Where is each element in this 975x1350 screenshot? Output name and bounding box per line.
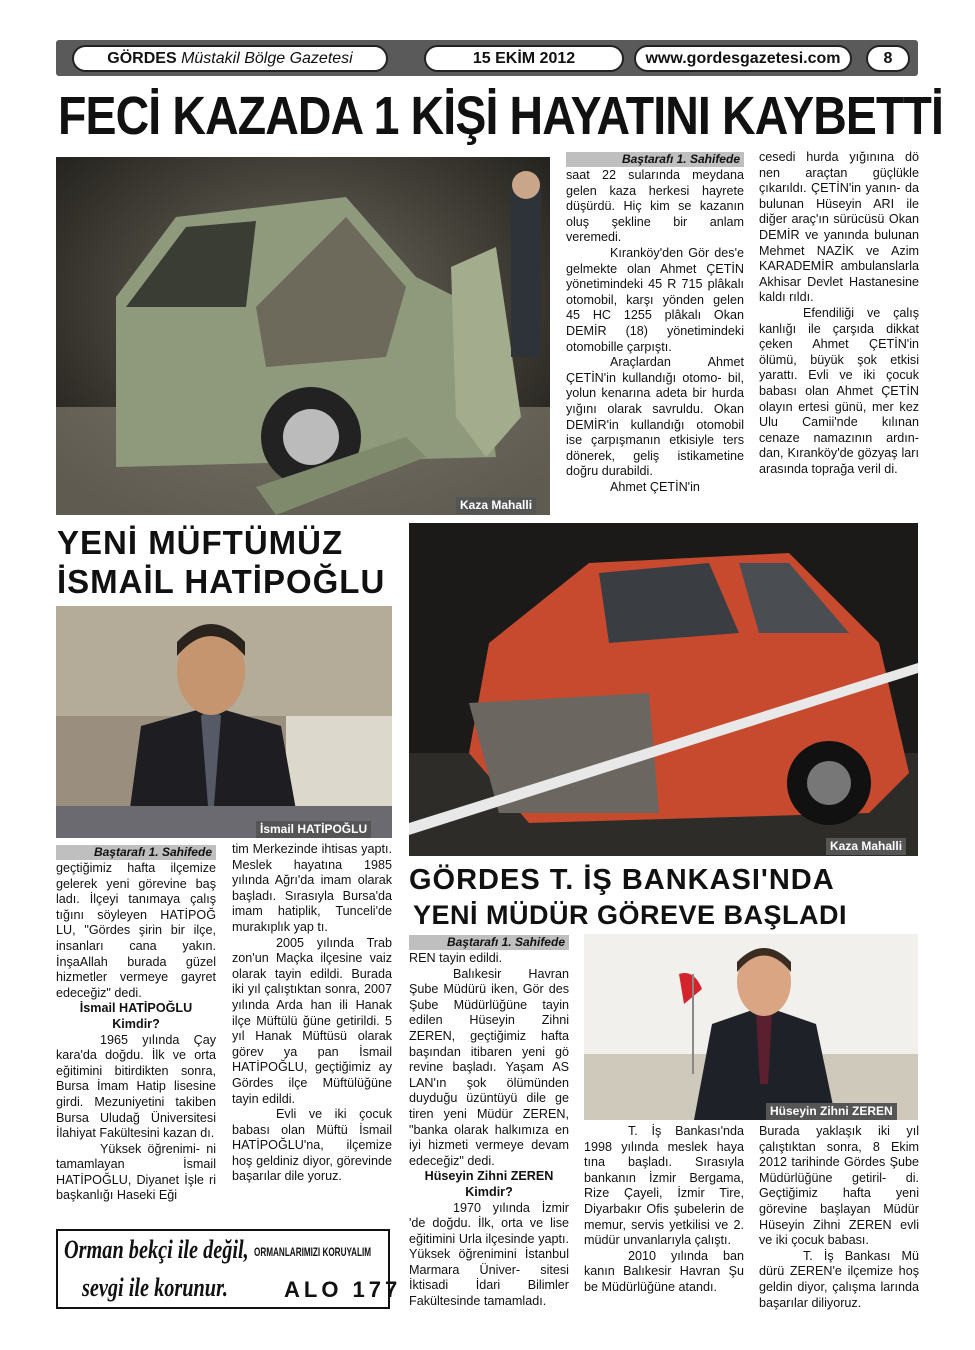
story1-col1-p4: Ahmet ÇETİN'in bbox=[610, 479, 700, 494]
damaged-red-car-image bbox=[409, 523, 918, 856]
story3-col3-p1: Burada yaklaşık iki yıl çalıştıktan sonra, 8 Ekim 2012 tarihinde Gördes Şube Müdürlüğüne getiril- di. Geçtiğimiz hafta yeni görevine başlayan Müdür Hüseyin Zihni ZEREN evli ve iki çocuk babası. bbox=[759, 1124, 919, 1248]
ad-line2: sevgi ile korunur. bbox=[82, 1273, 228, 1302]
mufti-photo bbox=[56, 606, 392, 838]
story3-headline-line2: YENİ MÜDÜR GÖREVE BAŞLADI bbox=[413, 900, 848, 930]
mufti-photo-caption: İsmail HATİPOĞLU bbox=[256, 821, 371, 838]
website: www.gordesgazetesi.com bbox=[634, 45, 852, 72]
story3-col1-p3: 1970 yılında İzmir 'de doğdu. İlk, orta ve lise eğitimini Urla ilçesinde yaptı. Yüksek öğrenimini İstanbul Marmara Üniver- sitesi İktisadi İdari Bilimler Fakültesinde tamamladı. bbox=[409, 1200, 569, 1309]
bank-manager-portrait-image bbox=[584, 934, 918, 1120]
crash-photo-2-caption: Kaza Mahalli bbox=[826, 838, 906, 855]
story3-subhead-line2: Kimdir? bbox=[465, 1184, 513, 1199]
story3-column-3 bbox=[759, 1124, 919, 1311]
story2-continued-label: Baştarafı 1. Sahifede bbox=[56, 845, 216, 860]
main-headline: FECİ KAZADA 1 KİŞİ HAYATINI KAYBETTİ bbox=[58, 86, 944, 146]
story3-column-1 bbox=[409, 935, 569, 1310]
story3-headline-line1: GÖRDES T. İŞ BANKASI'NDA bbox=[409, 864, 835, 896]
story2-col2-p1: tim Merkezinde ihtisas yaptı. Meslek hayatına 1985 yılında Ağrı'da imam olarak başladı. Sırasıyla Bursa'da imam hatiplik, Tunceli'de murakıplık yap tı. bbox=[232, 842, 392, 934]
paper-name-pill bbox=[72, 45, 388, 72]
story2-headline-line2: İSMAİL HATİPOĞLU bbox=[57, 563, 386, 600]
ad-line1b: ORMANLARIMIZI KORUYALIM bbox=[254, 1245, 372, 1259]
story2-col2-p2: 2005 yılında Trab zon'un Maçka ilçesine vaiz olarak tayin edildi. Burada iki yıl çalıştıktan sonra, 2007 yılında Arda han ili Hanak ilçe Müftülü ğüne getirildi. 5 yıl Hanak Müftüsü olarak görev ya pan İsmail HATİPOĞLU, geçtiğimiz ay Gördes ilçe Müftülüğüne tayin edildi. bbox=[232, 935, 392, 1106]
wrecked-car-image bbox=[56, 157, 550, 515]
ad-line1: Orman bekçi ile değil, bbox=[64, 1235, 249, 1264]
mufti-portrait-image bbox=[56, 606, 392, 838]
story1-continued-label: Baştarafı 1. Sahifede bbox=[566, 152, 744, 167]
story3-subhead-line1: Hüseyin Zihni ZEREN bbox=[424, 1169, 554, 1184]
bank-manager-photo-caption: Hüseyin Zihni ZEREN bbox=[766, 1103, 897, 1120]
story2-col2-p3: Evli ve iki çocuk babası olan Müftü İsmail HATİPOĞLU'na, ilçemize hoş geldiniz diyor, görevinde başarılar dile yoruz. bbox=[232, 1107, 392, 1184]
story3-continued-label: Baştarafı 1. Sahifede bbox=[409, 935, 569, 950]
paper-name: GÖRDES bbox=[107, 50, 177, 67]
story3-col2-p2: 2010 yılında ban kanın Balıkesir Havran Şu be Müdürlüğüne atandı. bbox=[584, 1248, 744, 1294]
crash-photo-1-caption: Kaza Mahalli bbox=[456, 497, 536, 514]
story1-column-2 bbox=[759, 150, 919, 477]
story3-col2-p1: T. İş Bankası'nda 1998 yılında meslek haya tına başladı. Sırasıyla bankanın İzmir Bergama, Rize Çayeli, İzmir Tire, Diyarbakır Ofis şubelerin de memur, servis yetkilisi ve 2. müdür unvanlarıyla çalıştı. bbox=[584, 1124, 744, 1248]
paper-tagline: Müstakil Bölge Gazetesi bbox=[181, 50, 353, 67]
story2-column-2 bbox=[232, 842, 392, 1185]
story2-col1-intro: geçtiğimiz hafta ilçemize gelerek yeni görevine baş ladı. İlçeyi tanımaya çalış tığını söyleyen HATİPOĞ LU, "Gördes şirin bir ilçe, insanları cana yakın. İnşaAllah burada güzel hizmetler vermeye gayret edeceğiz" dedi. bbox=[56, 861, 216, 1000]
story1-col2-p1: cesedi hurda yığınına dö nen araçtan güçlükle çıkarıldı. ÇETİN'in yanın- da bulunan Hüseyin ARI ile diğer araç'ın sürücüsü Okan DEMİR ve yanında bulunan Mehmet NAZİK ve Azim KARADEMİR ambulanslarla Akhisar Devlet Hastanesine kaldı rıldı. bbox=[759, 150, 919, 305]
story2-subhead-line1: İsmail HATİPOĞLU bbox=[79, 1001, 193, 1016]
crash-photo-2 bbox=[409, 523, 918, 856]
story3-column-2 bbox=[584, 1124, 744, 1296]
page-number: 8 bbox=[866, 45, 910, 72]
story1-column-1 bbox=[566, 152, 744, 495]
story2-subhead-line2: Kimdir? bbox=[112, 1016, 160, 1031]
ad-phone: ALO 177 bbox=[284, 1277, 402, 1302]
issue-date: 15 EKİM 2012 bbox=[424, 45, 624, 72]
forest-protection-ad bbox=[56, 1229, 402, 1309]
story2-headline-line1: YENİ MÜFTÜMÜZ bbox=[57, 524, 344, 561]
story1-col1-p3: Araçlardan Ahmet ÇETİN'in kullandığı otomo- bil, yolun kenarına adeta bir hurda yığını olarak savruldu. Okan DEMİR'in kullandığı otomobil ise çarpışmanın etkisiyle ters dönerek, geliş istikametine doğru durabildi. bbox=[566, 355, 744, 479]
bank-manager-photo bbox=[584, 934, 918, 1120]
story1-col2-p2: Efendiliği ve çalış kanlığı ile çarşıda dikkat çeken Ahmet ÇETİN'in ölümü, büyük şok etkisi yarattı. Evli ve iki çocuk babası olan Ahmet ÇETİN olayın ertesi günü, mer kez Ulu Camii'nde kılınan cenaze namazının ardın- dan, Kıranköy'de gözyaş ları arasında toprağa veril di. bbox=[759, 305, 919, 476]
story2-col1-bio2: Yüksek öğrenimi- ni tamamlayan İsmail HATİPOĞLU, Diyanet İşle ri başkanlığı Haseki Eği bbox=[56, 1141, 216, 1203]
crash-photo-1 bbox=[56, 157, 550, 515]
story3-col3-p2: T. İş Bankası Mü dürü ZEREN'e ilçemize hoş geldin diyor, çalışma larında başarılar diliyoruz. bbox=[759, 1248, 919, 1310]
story3-col1-p2: Balıkesir Havran Şube Müdürü iken, Gör des Şube Müdürlüğüne tayin edilen Hüseyin Zihni ZEREN, geçtiğimiz hafta başından itibaren yeni gö revine başladı. Yaşam AS LAN'ın şok ölümünden duyduğu üzüntüyü dile ge tiren yeni Müdür ZEREN, "banka olarak halkımıza en iyi hizmeti vermeye devam edeceğiz" dedi. bbox=[409, 966, 569, 1168]
story2-column-1 bbox=[56, 845, 216, 1204]
story3-col1-p1: REN tayin edildi. bbox=[409, 951, 503, 965]
story1-col1-p1: saat 22 sularında meydana gelen kaza herkesi hayrete düşürdü. Hiç kim se kazanın oluş şekline bir anlam veremedi. bbox=[566, 168, 744, 245]
story2-col1-bio: 1965 yılında Çay kara'da doğdu. İlk ve orta eğitimini bitirdikten sonra, Bursa İmam Hatip lisesine girdi. Mezuniyetini takiben Bursa Uludağ Üniversitesi İlahiyat Fakültesini kazan dı. bbox=[56, 1032, 216, 1141]
story1-col1-p2: Kıranköy'den Gör des'e gelmekte olan Ahmet ÇETİN yönetimindeki 45 R 715 plâkalı otomobil, karşı yönden gelen 45 HC 1255 plâkalı Okan DEMİR (18) yönetimindeki otomobille çarpıştı. bbox=[566, 245, 744, 354]
